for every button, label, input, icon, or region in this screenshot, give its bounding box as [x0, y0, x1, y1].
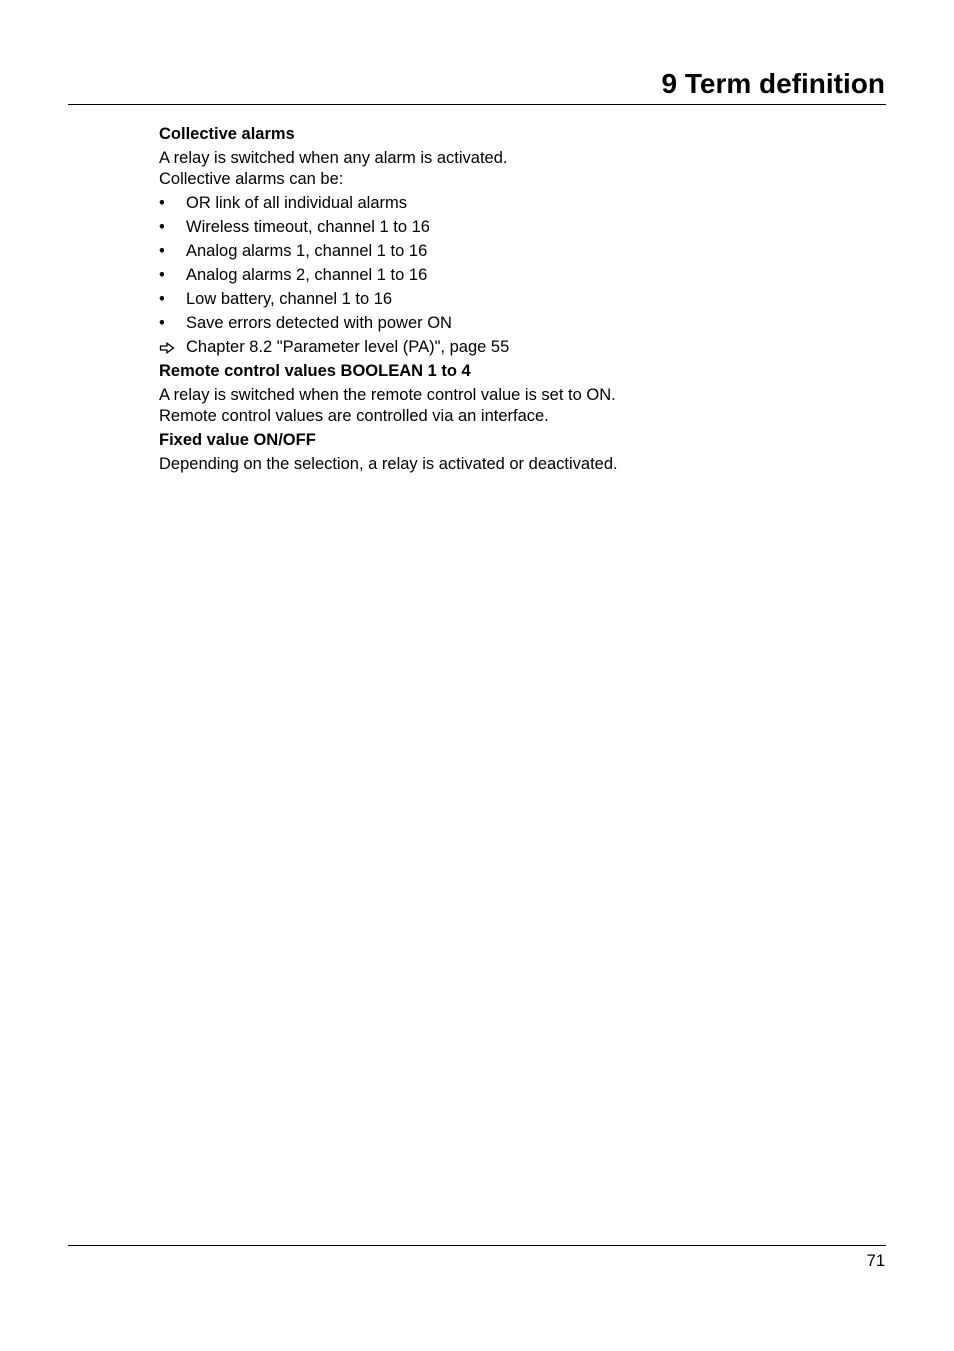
list-item	[159, 241, 859, 262]
fixed-line: Depending on the selection, a relay is activated or deactivated.	[159, 455, 618, 473]
cross-reference-text[interactable]: Chapter 8.2 "Parameter level (PA)", page 55	[186, 338, 510, 356]
remote-line: Remote control values are controlled via an interface.	[159, 407, 549, 425]
list-item-text: Analog alarms 1, channel 1 to 16	[186, 242, 428, 260]
bullet-icon: •	[159, 290, 165, 308]
list-item-text: Analog alarms 2, channel 1 to 16	[186, 266, 428, 284]
list-item	[159, 193, 859, 214]
list-item	[159, 289, 859, 310]
section-heading-collective-alarms: Collective alarms	[159, 125, 295, 143]
list-item-text: OR link of all individual alarms	[186, 194, 408, 212]
bullet-icon: •	[159, 218, 165, 236]
arrow-right-icon	[159, 342, 175, 354]
list-item	[159, 313, 859, 334]
collective-line: A relay is switched when any alarm is activated.	[159, 149, 508, 167]
bullet-icon: •	[159, 194, 165, 212]
list-item-text: Save errors detected with power ON	[186, 314, 452, 332]
chapter-cross-reference[interactable]	[159, 337, 859, 358]
collective-alarm-list	[159, 193, 859, 334]
list-item-text: Wireless timeout, channel 1 to 16	[186, 218, 430, 236]
footer-rule	[68, 1245, 886, 1246]
collective-line: Collective alarms can be:	[159, 170, 344, 188]
list-item-text: Low battery, channel 1 to 16	[186, 290, 393, 308]
section-heading-remote-control: Remote control values BOOLEAN 1 to 4	[159, 362, 471, 380]
section-heading-fixed-value: Fixed value ON/OFF	[159, 431, 316, 449]
bullet-icon: •	[159, 242, 165, 260]
fixed-description	[159, 454, 859, 475]
page-number: 71	[866, 1252, 885, 1270]
main-content	[159, 124, 859, 478]
remote-description	[159, 385, 859, 427]
bullet-icon: •	[159, 266, 165, 284]
remote-line: A relay is switched when the remote control value is set to ON.	[159, 386, 616, 404]
list-item	[159, 217, 859, 238]
header-rule	[68, 104, 886, 105]
list-item	[159, 265, 859, 286]
bullet-icon: •	[159, 314, 165, 332]
chapter-title: 9 Term definition	[661, 68, 885, 99]
collective-description	[159, 148, 859, 190]
